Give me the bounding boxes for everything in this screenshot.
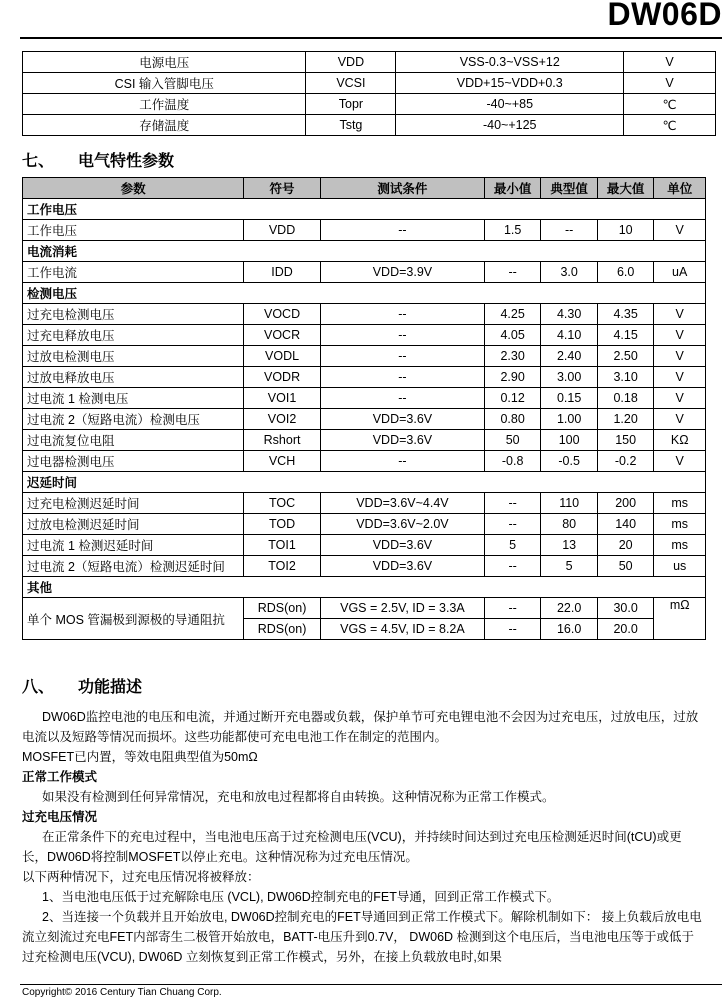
table-row — [23, 451, 706, 472]
table-row — [23, 52, 716, 73]
column-header: 单位 — [654, 178, 706, 199]
table-row — [23, 430, 706, 451]
unit-cell: V — [624, 52, 716, 73]
table-row — [23, 598, 706, 619]
symbol-cell: VCH — [244, 451, 321, 472]
group-row — [23, 283, 706, 304]
section-8-heading — [22, 674, 142, 697]
param-cell: 过电流 2（短路电流）检测电压 — [23, 409, 244, 430]
list-item: 2、当连接一个负载并且开始放电, DW06D控制充电的FET导通回到正常工作模式下。解除机制如下： 接上负载后放电电流立刻流过充电FET内部寄生二极管开始放电，BATT-电压升到0.7V， DW06D 检测到这个电压后，当电池电压等于或低于过充检测电压(VCU), DW06D 立刻恢复到正常工作模式，另外，在接上负载放电时,如果 — [22, 910, 702, 964]
footer-copyright: Copyright© 2016 Century Tian Chuang Corp. — [22, 987, 222, 998]
symbol-cell: TOD — [244, 514, 321, 535]
electrical-characteristics-table — [22, 177, 706, 640]
max-cell: 20.0 — [597, 619, 654, 640]
unit-cell: V — [654, 451, 706, 472]
min-cell: 0.80 — [484, 409, 541, 430]
table-row — [23, 94, 716, 115]
column-header: 典型值 — [541, 178, 598, 199]
typ-cell: -- — [541, 220, 598, 241]
symbol-cell: VOCD — [244, 304, 321, 325]
unit-cell: us — [654, 556, 706, 577]
min-cell: 1.5 — [484, 220, 541, 241]
table-row — [23, 325, 706, 346]
group-label: 迟延时间 — [23, 472, 706, 493]
table-row — [23, 220, 706, 241]
symbol-cell: VDD — [306, 52, 396, 73]
column-header: 符号 — [244, 178, 321, 199]
list-item: 1、当电池电压低于过充解除电压 (VCL), DW06D控制充电的FET导通，回到正常工作模式下。 — [42, 890, 560, 904]
min-cell: -- — [484, 262, 541, 283]
param-cell: 过电流复位电阻 — [23, 430, 244, 451]
typ-cell: 3.00 — [541, 367, 598, 388]
paragraph: MOSFET已内置，等效电阻典型值为50mΩ — [22, 750, 258, 764]
min-cell: -- — [484, 556, 541, 577]
symbol-cell: VOI1 — [244, 388, 321, 409]
typ-cell: 4.10 — [541, 325, 598, 346]
table-row — [23, 493, 706, 514]
function-description — [22, 707, 706, 967]
column-header: 最小值 — [484, 178, 541, 199]
page-title: DW06D — [607, 0, 722, 32]
header-rule — [20, 37, 722, 39]
condition-cell: -- — [320, 367, 484, 388]
unit-cell: ms — [654, 493, 706, 514]
typ-cell: 2.40 — [541, 346, 598, 367]
param-cell: 过充电释放电压 — [23, 325, 244, 346]
group-row — [23, 241, 706, 262]
symbol-cell: RDS(on) — [244, 619, 321, 640]
param-cell: 过电流 1 检测迟延时间 — [23, 535, 244, 556]
table-row — [23, 409, 706, 430]
unit-cell: V — [654, 367, 706, 388]
param-cell: 过放电检测电压 — [23, 346, 244, 367]
group-label: 检测电压 — [23, 283, 706, 304]
unit-cell: V — [654, 409, 706, 430]
max-cell: 0.18 — [597, 388, 654, 409]
table-row — [23, 367, 706, 388]
table-row — [23, 115, 716, 136]
min-cell: -- — [484, 619, 541, 640]
min-cell: 4.25 — [484, 304, 541, 325]
range-cell: -40~+85 — [396, 94, 624, 115]
table-header-row — [23, 178, 706, 199]
symbol-cell: VOI2 — [244, 409, 321, 430]
symbol-cell: IDD — [244, 262, 321, 283]
typ-cell: -0.5 — [541, 451, 598, 472]
typ-cell: 3.0 — [541, 262, 598, 283]
min-cell: 5 — [484, 535, 541, 556]
max-cell: 200 — [597, 493, 654, 514]
table-row — [23, 388, 706, 409]
unit-cell: ms — [654, 514, 706, 535]
min-cell: 4.05 — [484, 325, 541, 346]
condition-cell: VDD=3.9V — [320, 262, 484, 283]
max-cell: 2.50 — [597, 346, 654, 367]
unit-cell: ℃ — [624, 115, 716, 136]
param-cell: 过电流 2（短路电流）检测迟延时间 — [23, 556, 244, 577]
typ-cell: 5 — [541, 556, 598, 577]
typ-cell: 0.15 — [541, 388, 598, 409]
symbol-cell: VOCR — [244, 325, 321, 346]
paragraph: DW06D监控电池的电压和电流，并通过断开充电器或负载，保护单节可充电锂电池不会因为过充电压，过放电压，过放电流以及短路等情况而损坏。这些功能都使可充电电池工作在制定的范围内。 — [22, 710, 699, 744]
symbol-cell: VCSI — [306, 73, 396, 94]
param-cell: 单个 MOS 管漏极到源极的导通阻抗 — [23, 598, 244, 640]
param-cell: 过充电检测电压 — [23, 304, 244, 325]
param-cell: 工作电压 — [23, 220, 244, 241]
table-row — [23, 514, 706, 535]
group-label: 工作电压 — [23, 199, 706, 220]
max-cell: 6.0 — [597, 262, 654, 283]
column-header: 最大值 — [597, 178, 654, 199]
table-row — [23, 262, 706, 283]
min-cell: 2.30 — [484, 346, 541, 367]
condition-cell: VGS = 4.5V, ID = 8.2A — [320, 619, 484, 640]
unit-cell: V — [654, 304, 706, 325]
typ-cell: 4.30 — [541, 304, 598, 325]
typ-cell: 1.00 — [541, 409, 598, 430]
min-cell: -0.8 — [484, 451, 541, 472]
group-row — [23, 199, 706, 220]
section-number: 八、 — [22, 677, 55, 696]
range-cell: VSS-0.3~VSS+12 — [396, 52, 624, 73]
symbol-cell: TOI1 — [244, 535, 321, 556]
min-cell: -- — [484, 598, 541, 619]
symbol-cell: Topr — [306, 94, 396, 115]
group-label: 其他 — [23, 577, 706, 598]
min-cell: -- — [484, 514, 541, 535]
unit-cell: ms — [654, 535, 706, 556]
column-header: 参数 — [23, 178, 244, 199]
unit-cell: ℃ — [624, 94, 716, 115]
condition-cell: -- — [320, 325, 484, 346]
typ-cell: 80 — [541, 514, 598, 535]
max-cell: 150 — [597, 430, 654, 451]
footer-rule — [20, 984, 722, 985]
unit-cell: V — [654, 220, 706, 241]
typ-cell: 13 — [541, 535, 598, 556]
paragraph: 如果没有检测到任何异常情况，充电和放电过程都将自由转换。这种情况称为正常工作模式。 — [42, 790, 555, 804]
table-row — [23, 73, 716, 94]
condition-cell: VDD=3.6V — [320, 556, 484, 577]
unit-cell: uA — [654, 262, 706, 283]
param-cell: 过电器检测电压 — [23, 451, 244, 472]
condition-cell: VDD=3.6V — [320, 430, 484, 451]
symbol-cell: TOI2 — [244, 556, 321, 577]
max-cell: 20 — [597, 535, 654, 556]
typ-cell: 100 — [541, 430, 598, 451]
paragraph: 以下两种情况下，过充电压情况将被释放： — [22, 870, 260, 884]
min-cell: 50 — [484, 430, 541, 451]
symbol-cell: TOC — [244, 493, 321, 514]
section-number: 七、 — [22, 151, 55, 170]
group-label: 电流消耗 — [23, 241, 706, 262]
condition-cell: -- — [320, 388, 484, 409]
param-cell: 存储温度 — [23, 115, 306, 136]
unit-cell: V — [654, 346, 706, 367]
group-row — [23, 472, 706, 493]
max-cell: 4.35 — [597, 304, 654, 325]
subheading-overcharge: 过充电压情况 — [22, 810, 98, 824]
max-cell: 140 — [597, 514, 654, 535]
min-cell: 0.12 — [484, 388, 541, 409]
max-cell: -0.2 — [597, 451, 654, 472]
section-title: 电气特性参数 — [78, 151, 175, 170]
param-cell: 工作温度 — [23, 94, 306, 115]
max-cell: 50 — [597, 556, 654, 577]
unit-cell: V — [624, 73, 716, 94]
symbol-cell: VDD — [244, 220, 321, 241]
typ-cell: 110 — [541, 493, 598, 514]
condition-cell: -- — [320, 451, 484, 472]
condition-cell: VDD=3.6V~2.0V — [320, 514, 484, 535]
condition-cell: -- — [320, 304, 484, 325]
param-cell: 过电流 1 检测电压 — [23, 388, 244, 409]
max-cell: 3.10 — [597, 367, 654, 388]
param-cell: CSI 输入管脚电压 — [23, 73, 306, 94]
section-7-heading — [22, 148, 174, 171]
table-row — [23, 304, 706, 325]
max-cell: 1.20 — [597, 409, 654, 430]
typ-cell: 16.0 — [541, 619, 598, 640]
table-row — [23, 346, 706, 367]
subheading-normal-mode: 正常工作模式 — [22, 770, 98, 784]
param-cell: 过放电释放电压 — [23, 367, 244, 388]
paragraph: 在正常条件下的充电过程中，当电池电压高于过充检测电压(VCU)，并持续时间达到过充电压检测延迟时间(tCU)或更长，DW06D将控制MOSFET以停止充电。这种情况称为过充电压情况。 — [22, 830, 682, 864]
min-cell: -- — [484, 493, 541, 514]
min-cell: 2.90 — [484, 367, 541, 388]
unit-cell: mΩ — [654, 598, 706, 640]
condition-cell: -- — [320, 220, 484, 241]
symbol-cell: VODL — [244, 346, 321, 367]
typ-cell: 22.0 — [541, 598, 598, 619]
param-cell: 电源电压 — [23, 52, 306, 73]
table-row — [23, 556, 706, 577]
condition-cell: -- — [320, 346, 484, 367]
condition-cell: VDD=3.6V — [320, 409, 484, 430]
section-title: 功能描述 — [78, 677, 143, 696]
range-cell: -40~+125 — [396, 115, 624, 136]
condition-cell: VDD=3.6V — [320, 535, 484, 556]
column-header: 测试条件 — [320, 178, 484, 199]
unit-cell: V — [654, 388, 706, 409]
max-cell: 10 — [597, 220, 654, 241]
max-cell: 4.15 — [597, 325, 654, 346]
unit-cell: V — [654, 325, 706, 346]
param-cell: 工作电流 — [23, 262, 244, 283]
max-cell: 30.0 — [597, 598, 654, 619]
table-row — [23, 535, 706, 556]
condition-cell: VGS = 2.5V, ID = 3.3A — [320, 598, 484, 619]
symbol-cell: Rshort — [244, 430, 321, 451]
symbol-cell: Tstg — [306, 115, 396, 136]
condition-cell: VDD=3.6V~4.4V — [320, 493, 484, 514]
unit-cell: KΩ — [654, 430, 706, 451]
range-cell: VDD+15~VDD+0.3 — [396, 73, 624, 94]
group-row — [23, 577, 706, 598]
symbol-cell: RDS(on) — [244, 598, 321, 619]
symbol-cell: VODR — [244, 367, 321, 388]
param-cell: 过充电检测迟延时间 — [23, 493, 244, 514]
param-cell: 过放电检测迟延时间 — [23, 514, 244, 535]
absolute-ratings-table — [22, 51, 716, 136]
